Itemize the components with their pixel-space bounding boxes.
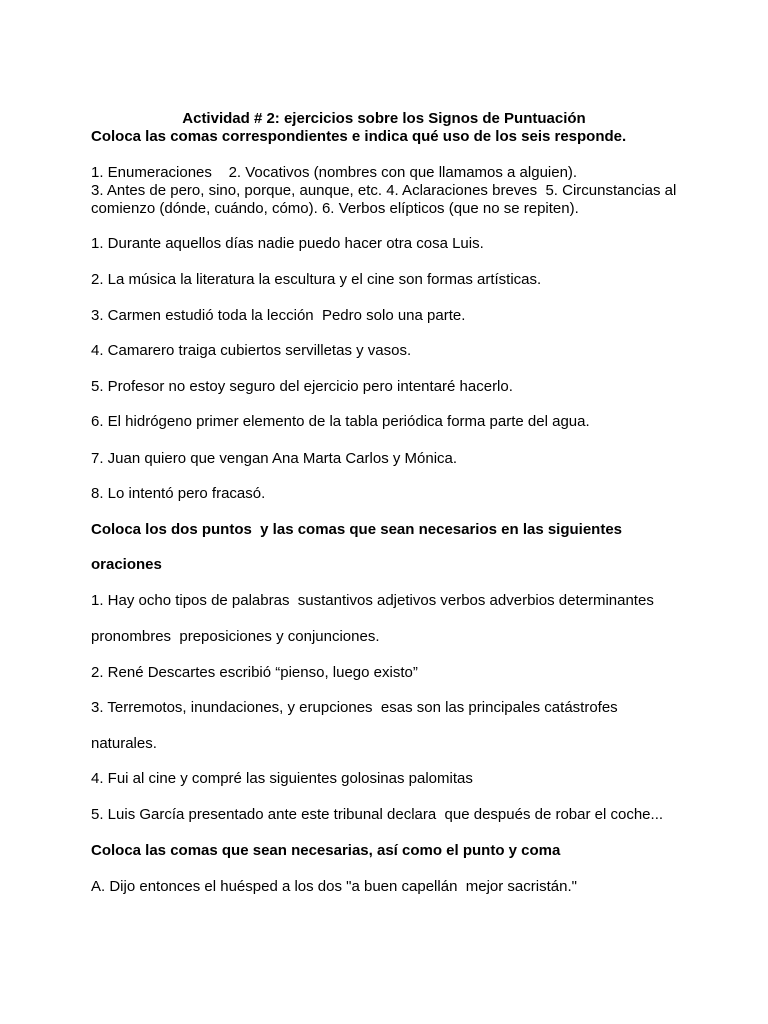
exercise-item: 8. Lo intentó pero fracasó. — [91, 485, 266, 502]
instruction-commas: Coloca las comas correspondientes e indica qué uso de los seis responde. — [91, 128, 627, 145]
exercise-item: 5. Luis García presentado ante este tribunal declara que después de robar el coche... — [91, 806, 664, 823]
exercise-item: 6. El hidrógeno primer elemento de la tabla periódica forma parte del agua. — [91, 413, 590, 430]
exercise-item: 1. Hay ocho tipos de palabras sustantivos adjetivos verbos adverbios determinantes — [91, 592, 654, 609]
instruction-colons-line-2: oraciones — [91, 556, 162, 573]
uses-line-1: 1. Enumeraciones 2. Vocativos (nombres con que llamamos a alguien). — [91, 164, 578, 181]
uses-line-2: 3. Antes de pero, sino, porque, aunque, etc. 4. Aclaraciones breves 5. Circunstancias al — [91, 182, 677, 199]
exercise-item: A. Dijo entonces el huésped a los dos "a buen capellán mejor sacristán." — [91, 878, 577, 895]
uses-line-3: comienzo (dónde, cuándo, cómo). 6. Verbos elípticos (que no se repiten). — [91, 200, 579, 217]
exercise-item-continued: naturales. — [91, 735, 157, 752]
instruction-colons-line-1: Coloca los dos puntos y las comas que sean necesarios en las siguientes — [91, 521, 623, 538]
exercise-item: 7. Juan quiero que vengan Ana Marta Carlos y Mónica. — [91, 450, 458, 467]
exercise-item: 4. Fui al cine y compré las siguientes golosinas palomitas — [91, 770, 473, 787]
exercise-item: 4. Camarero traiga cubiertos servilletas y vasos. — [91, 342, 412, 359]
exercise-item: 2. La música la literatura la escultura y el cine son formas artísticas. — [91, 271, 542, 288]
exercise-item: 2. René Descartes escribió “pienso, luego existo” — [91, 664, 418, 681]
instruction-semicolon: Coloca las comas que sean necesarias, así como el punto y coma — [91, 842, 561, 859]
exercise-item: 3. Terremotos, inundaciones, y erupciones esas son las principales catástrofes — [91, 699, 618, 716]
exercise-item-continued: pronombres preposiciones y conjunciones. — [91, 628, 380, 645]
document-title: Actividad # 2: ejercicios sobre los Signos de Puntuación — [182, 110, 586, 127]
exercise-item: 1. Durante aquellos días nadie puedo hacer otra cosa Luis. — [91, 235, 484, 252]
exercise-item: 3. Carmen estudió toda la lección Pedro solo una parte. — [91, 307, 466, 324]
exercise-item: 5. Profesor no estoy seguro del ejercicio pero intentaré hacerlo. — [91, 378, 513, 395]
